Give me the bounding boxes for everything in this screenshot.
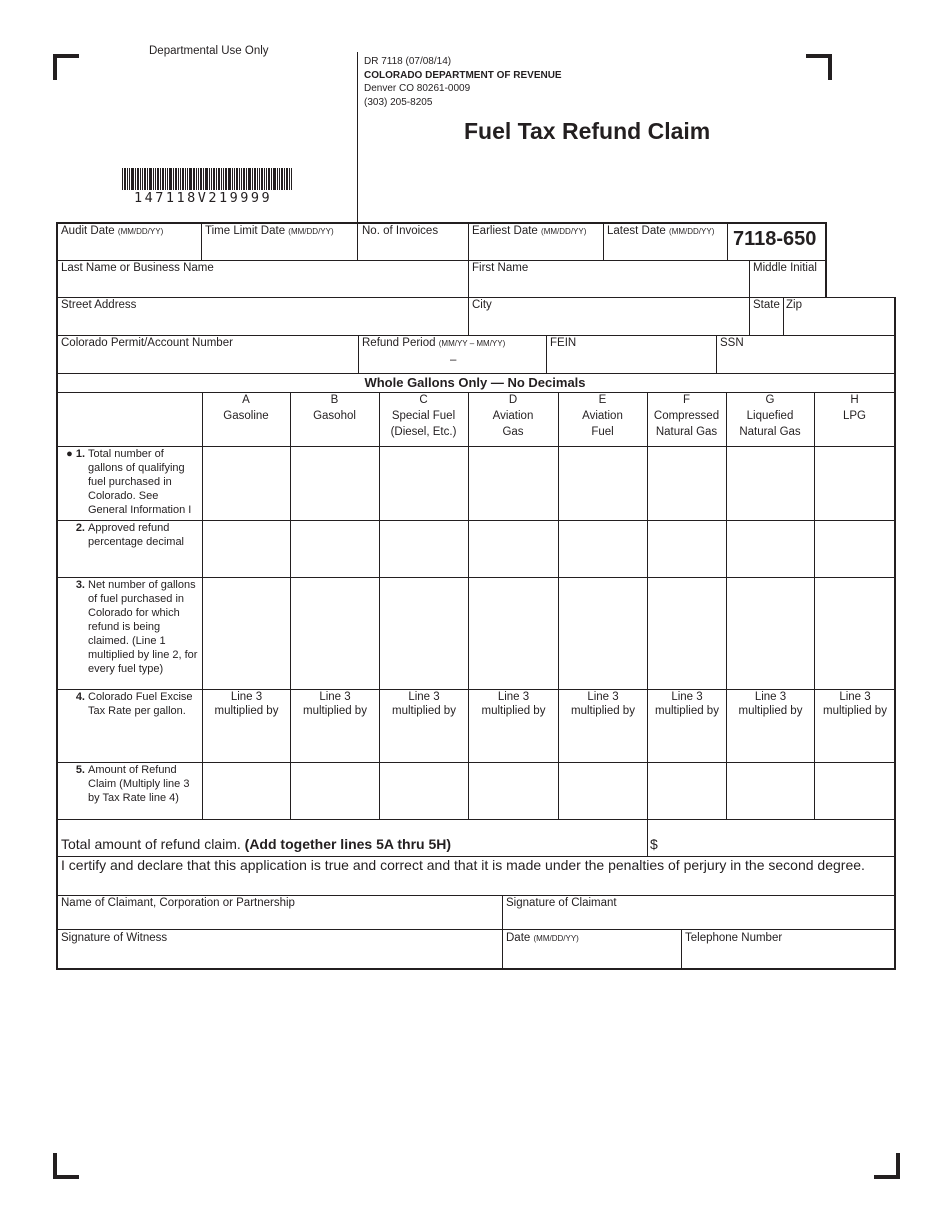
grid-line — [468, 222, 469, 335]
time-limit-date-field[interactable] — [203, 238, 356, 259]
barcode-bar — [122, 168, 123, 190]
fein-label: FEIN — [550, 337, 577, 349]
column-letter: H — [850, 394, 859, 406]
audit-date-label: Audit Date (MM/DD/YY) — [61, 225, 164, 237]
barcode-bar — [196, 168, 197, 190]
grid-line — [358, 335, 359, 373]
cell-line3-f[interactable] — [648, 578, 726, 689]
barcode-bar — [211, 168, 212, 190]
barcode-bar — [182, 168, 184, 190]
grid-line — [502, 895, 503, 969]
barcode-bar — [218, 168, 220, 190]
row-description: Colorado Fuel Excise Tax Rate per gallon. — [88, 691, 193, 717]
mult-line2: multiplied by — [655, 705, 719, 717]
grid-line — [546, 335, 547, 373]
cell-line1-e[interactable] — [559, 447, 647, 520]
cell-line4-a[interactable] — [203, 690, 290, 762]
latest-date-label: Latest Date (MM/DD/YY) — [607, 225, 715, 237]
header-divider — [357, 52, 358, 222]
barcode-bar — [135, 168, 136, 190]
cell-line2-b[interactable] — [291, 521, 379, 577]
row-number: 4. — [75, 691, 85, 703]
barcode-bar — [257, 168, 258, 190]
cell-line5-g[interactable] — [727, 763, 814, 819]
barcode-bar — [205, 168, 208, 190]
row-number: 2. — [75, 522, 85, 534]
cell-line1-d[interactable] — [469, 447, 558, 520]
row-label-3 — [60, 578, 200, 676]
barcode-bar — [203, 168, 204, 190]
agency-block — [364, 55, 562, 109]
grid-line — [727, 222, 728, 260]
claimant-signature-field[interactable] — [504, 910, 893, 928]
row-label-2 — [60, 521, 200, 549]
grid-line — [56, 968, 896, 970]
certification-statement: I certify and declare that this application is true and correct and that it is made under the penalties of perjury in the second degree. — [61, 857, 865, 873]
mult-line2: multiplied by — [303, 705, 367, 717]
barcode — [122, 168, 302, 190]
barcode-bar — [198, 168, 199, 190]
row-number: ● 1. — [66, 448, 85, 460]
column-name-line2: Natural Gas — [739, 426, 801, 438]
telephone-field[interactable] — [683, 946, 893, 967]
multiplied-by-note — [648, 690, 726, 718]
whole-gallons-banner: Whole Gallons Only — No Decimals — [364, 375, 586, 390]
column-name: Special Fuel — [391, 410, 456, 422]
barcode-bar — [193, 168, 195, 190]
barcode-number: 147118V219999 — [134, 190, 273, 206]
barcode-bar — [277, 168, 278, 190]
grid-line — [357, 222, 358, 260]
mult-line2: multiplied by — [392, 705, 456, 717]
barcode-bar — [261, 168, 263, 190]
multiplied-by-note — [380, 690, 468, 718]
mult-line1: Line 3 — [587, 691, 619, 703]
cell-line4-d[interactable] — [469, 690, 558, 762]
cell-line2-a[interactable] — [203, 521, 290, 577]
column-header-e — [558, 392, 647, 440]
last-name-field[interactable] — [58, 276, 467, 296]
barcode-bar — [155, 168, 156, 190]
cell-line5-h[interactable] — [815, 763, 895, 819]
registration-mark-top-left — [53, 54, 79, 80]
barcode-bar — [209, 168, 210, 190]
multiplied-by-note — [727, 690, 814, 718]
mult-line1: Line 3 — [408, 691, 440, 703]
first-name-label: First Name — [472, 262, 529, 274]
claimant-name-field[interactable] — [58, 910, 501, 928]
row-label-5 — [60, 763, 200, 805]
column-name-line2: Gas — [502, 426, 524, 438]
barcode-bar — [131, 168, 134, 190]
column-header-f — [647, 392, 726, 440]
date-field[interactable] — [504, 946, 680, 967]
barcode-bar — [228, 168, 231, 190]
cell-line2-c[interactable] — [380, 521, 468, 577]
grid-line — [201, 222, 202, 260]
zip-label: Zip — [786, 299, 802, 311]
barcode-bar — [173, 168, 174, 190]
barcode-bar — [185, 168, 186, 190]
column-letter: C — [419, 394, 428, 406]
earliest-date-field[interactable] — [470, 238, 602, 259]
invoices-label: No. of Invoices — [362, 225, 439, 237]
column-name: LPG — [842, 410, 866, 422]
latest-date-field[interactable] — [605, 238, 726, 259]
barcode-bar — [248, 168, 251, 190]
cell-line4-c[interactable] — [380, 690, 468, 762]
column-header-b — [290, 392, 379, 424]
ssn-field[interactable] — [718, 351, 893, 372]
mult-line1: Line 3 — [671, 691, 703, 703]
zip-field[interactable] — [785, 313, 893, 334]
last-name-label: Last Name or Business Name — [61, 262, 214, 274]
cell-line2-d[interactable] — [469, 521, 558, 577]
barcode-bar — [259, 168, 260, 190]
barcode-bar — [149, 168, 152, 190]
cell-line4-g[interactable] — [727, 690, 814, 762]
barcode-bar — [157, 168, 159, 190]
date-label: Date (MM/DD/YY) — [506, 932, 579, 944]
multiplied-by-note — [203, 690, 290, 718]
grid-line — [603, 222, 604, 260]
barcode-bar — [187, 168, 188, 190]
barcode-bar — [225, 168, 227, 190]
cell-line1-a[interactable] — [203, 447, 290, 520]
refund-period-label: Refund Period (MM/YY – MM/YY) — [362, 337, 506, 349]
cell-line1-b[interactable] — [291, 447, 379, 520]
row-number: 5. — [75, 764, 85, 776]
claimant-name-label: Name of Claimant, Corporation or Partnership — [61, 897, 295, 909]
cell-line2-g[interactable] — [727, 521, 814, 577]
column-name: Liquefied — [746, 410, 794, 422]
grid-line — [681, 929, 682, 969]
grid-line — [56, 929, 896, 930]
agency-phone: (303) 205-8205 — [364, 96, 433, 108]
barcode-bar — [137, 168, 139, 190]
barcode-bar — [167, 168, 168, 190]
cell-line2-f[interactable] — [648, 521, 726, 577]
mult-line2: multiplied by — [214, 705, 279, 717]
cell-line3-e[interactable] — [559, 578, 647, 689]
mult-line1: Line 3 — [839, 691, 871, 703]
grid-line — [647, 819, 648, 856]
cell-line5-b[interactable] — [291, 763, 379, 819]
cell-line5-a[interactable] — [203, 763, 290, 819]
barcode-bar — [236, 168, 238, 190]
barcode-bar — [271, 168, 272, 190]
barcode-bar — [241, 168, 242, 190]
permit-field[interactable] — [58, 351, 357, 372]
agency-name: COLORADO DEPARTMENT OF REVENUE — [364, 69, 562, 81]
cell-line2-e[interactable] — [559, 521, 647, 577]
registration-mark-top-right — [806, 54, 832, 80]
barcode-bar — [140, 168, 141, 190]
refund-period-field[interactable] — [360, 351, 545, 372]
mult-line1: Line 3 — [497, 691, 530, 703]
row-label-1 — [60, 447, 200, 517]
barcode-bar — [189, 168, 192, 190]
row-description: Approved refund percentage decimal — [88, 522, 185, 548]
cell-line1-f[interactable] — [648, 447, 726, 520]
column-name: Gasohol — [313, 410, 356, 422]
barcode-bar — [221, 168, 222, 190]
barcode-bar — [234, 168, 235, 190]
row-description: Total number of gallons of qualifying fuel purchased in Colorado. See General Information I — [88, 448, 192, 516]
column-name-line2: Natural Gas — [655, 426, 718, 438]
middle-initial-field[interactable] — [751, 276, 824, 296]
city-field[interactable] — [470, 313, 748, 334]
barcode-bar — [266, 168, 267, 190]
column-header-d — [468, 392, 558, 440]
mult-line2: multiplied by — [571, 705, 635, 717]
barcode-bar — [286, 168, 288, 190]
barcode-bar — [175, 168, 177, 190]
barcode-bar — [268, 168, 270, 190]
column-header-g — [726, 392, 814, 440]
row-number: 3. — [75, 579, 85, 591]
barcode-bar — [243, 168, 245, 190]
column-letter: B — [330, 394, 339, 406]
cell-line3-d[interactable] — [469, 578, 558, 689]
cell-line1-g[interactable] — [727, 447, 814, 520]
cell-line2-h[interactable] — [815, 521, 895, 577]
cell-line1-c[interactable] — [380, 447, 468, 520]
column-name-line2: (Diesel, Etc.) — [390, 426, 457, 438]
cell-line4-e[interactable] — [559, 690, 647, 762]
multiplied-by-note — [815, 690, 895, 718]
cell-line3-c[interactable] — [380, 578, 468, 689]
state-field[interactable] — [751, 313, 782, 334]
mult-line2: multiplied by — [481, 705, 546, 717]
registration-mark-bottom-right — [874, 1153, 900, 1179]
city-label: City — [472, 299, 492, 311]
barcode-bar — [289, 168, 290, 190]
barcode-bar — [254, 168, 256, 190]
registration-mark-bottom-left — [53, 1153, 79, 1179]
cell-line5-d[interactable] — [469, 763, 558, 819]
column-letter: G — [765, 394, 775, 406]
mult-line1: Line 3 — [754, 691, 787, 703]
cell-line3-b[interactable] — [291, 578, 379, 689]
invoices-field[interactable] — [359, 238, 467, 259]
barcode-bar — [180, 168, 181, 190]
ssn-label: SSN — [720, 337, 744, 349]
dollar-sign: $ — [650, 836, 658, 852]
column-header-a — [202, 392, 290, 424]
grid-line — [56, 819, 895, 820]
multiplied-by-note — [291, 690, 379, 718]
audit-date-field[interactable] — [58, 238, 200, 259]
row-description: Net number of gallons of fuel purchased in Colorado for which refund is being claimed. (Line 1 multiplied by line 2, for every fuel type) — [88, 579, 198, 675]
agency-address: Denver CO 80261-0009 — [364, 83, 471, 94]
column-letter: D — [508, 394, 518, 406]
barcode-bar — [279, 168, 280, 190]
form-number: 7118-650 — [733, 228, 817, 250]
earliest-date-label: Earliest Date (MM/DD/YY) — [472, 225, 587, 237]
multiplied-by-note — [559, 690, 647, 718]
column-name-line2: Fuel — [591, 426, 614, 438]
cell-line3-g[interactable] — [727, 578, 814, 689]
row-description: Amount of Refund Claim (Multiply line 3 by Tax Rate line 4) — [88, 764, 190, 804]
barcode-bar — [147, 168, 148, 190]
refund-period-dash: – — [450, 354, 457, 366]
barcode-bar — [200, 168, 202, 190]
grid-line — [749, 297, 750, 335]
middle-initial-label: Middle Initial — [753, 262, 817, 274]
column-letter: A — [242, 394, 250, 406]
barcode-bar — [281, 168, 283, 190]
time-limit-date-label: Time Limit Date (MM/DD/YY) — [205, 225, 334, 237]
cell-line5-e[interactable] — [559, 763, 647, 819]
barcode-bar — [153, 168, 154, 190]
barcode-bar — [144, 168, 146, 190]
claimant-signature-label: Signature of Claimant — [506, 897, 617, 909]
fein-field[interactable] — [548, 351, 715, 372]
cell-line3-h[interactable] — [815, 578, 895, 689]
mult-line2: multiplied by — [738, 705, 803, 717]
barcode-bar — [223, 168, 224, 190]
barcode-bar — [239, 168, 240, 190]
first-name-field[interactable] — [470, 276, 748, 296]
cell-line1-h[interactable] — [815, 447, 895, 520]
column-name: Aviation — [582, 410, 623, 422]
column-name: Aviation — [492, 410, 534, 422]
barcode-bar — [127, 168, 128, 190]
state-label: State — [753, 299, 780, 311]
form-code: DR 7118 (07/08/14) — [364, 56, 452, 67]
column-name: Gasoline — [223, 410, 269, 422]
street-address-label: Street Address — [61, 299, 137, 311]
grid-line — [749, 260, 750, 297]
witness-signature-field[interactable] — [58, 946, 501, 967]
multiplied-by-note — [469, 690, 558, 718]
column-letter: F — [682, 394, 691, 406]
total-refund-label: Total amount of refund claim. (Add together lines 5A thru 5H) — [61, 836, 452, 852]
mult-line1: Line 3 — [230, 691, 263, 703]
column-name: Compressed — [653, 410, 720, 422]
barcode-bar — [162, 168, 164, 190]
barcode-bar — [252, 168, 253, 190]
street-address-field[interactable] — [58, 313, 467, 334]
barcode-bar — [246, 168, 247, 190]
cell-line4-h[interactable] — [815, 690, 895, 762]
barcode-bar — [169, 168, 172, 190]
barcode-bar — [284, 168, 285, 190]
telephone-label: Telephone Number — [685, 932, 783, 944]
barcode-bar — [232, 168, 233, 190]
barcode-bar — [213, 168, 215, 190]
departmental-use-label: Departmental Use Only — [149, 45, 269, 57]
cell-line4-b[interactable] — [291, 690, 379, 762]
barcode-bar — [264, 168, 265, 190]
column-header-c — [379, 392, 468, 440]
barcode-bar — [129, 168, 130, 190]
row-label-4 — [60, 690, 200, 718]
grid-line — [783, 297, 784, 335]
cell-line3-a[interactable] — [203, 578, 290, 689]
barcode-bar — [216, 168, 217, 190]
form-title: Fuel Tax Refund Claim — [464, 118, 711, 144]
mult-line2: multiplied by — [823, 705, 887, 717]
barcode-bar — [165, 168, 166, 190]
barcode-bar — [178, 168, 179, 190]
cell-line5-c[interactable] — [380, 763, 468, 819]
column-header-h — [814, 392, 895, 424]
column-letter: E — [598, 394, 607, 406]
barcode-bar — [291, 168, 292, 190]
barcode-bar — [273, 168, 276, 190]
cell-line5-f[interactable] — [648, 763, 726, 819]
barcode-bar — [124, 168, 126, 190]
permit-label: Colorado Permit/Account Number — [61, 337, 233, 349]
barcode-bar — [142, 168, 143, 190]
barcode-bar — [160, 168, 161, 190]
witness-signature-label: Signature of Witness — [61, 932, 168, 944]
mult-line1: Line 3 — [319, 691, 351, 703]
cell-line4-f[interactable] — [648, 690, 726, 762]
grid-line — [716, 335, 717, 373]
total-refund-field[interactable] — [662, 822, 893, 855]
